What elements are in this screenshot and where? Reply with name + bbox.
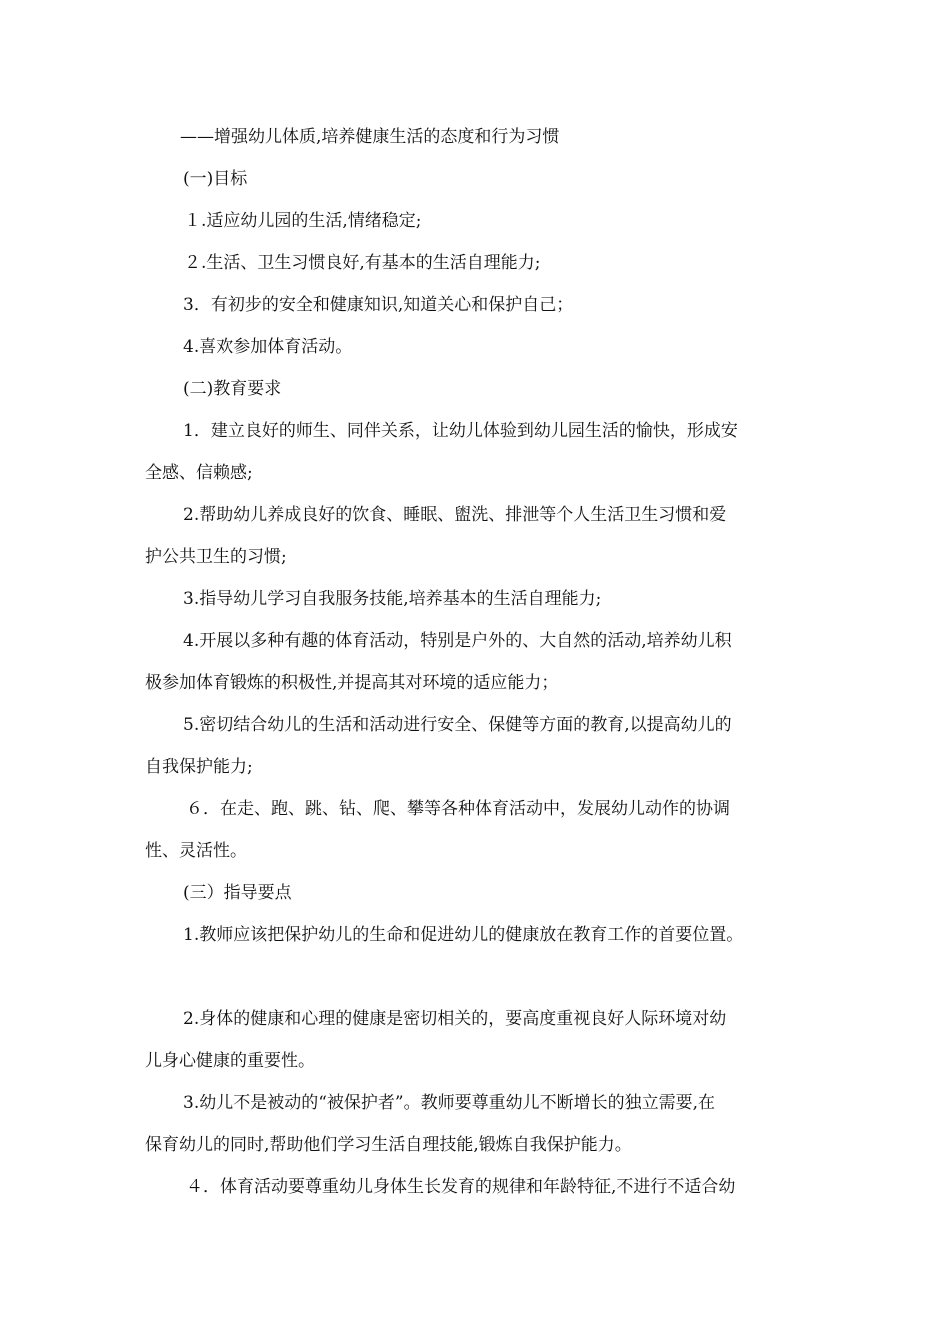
requirement-2-line-1: 2.帮助幼儿养成良好的饮食、睡眠、盥洗、排泄等个人生活卫生习惯和爱 [183, 505, 727, 525]
guidance-3-line-2: 保育幼儿的同时,帮助他们学习生活自理技能,锻炼自我保护能力。 [145, 1135, 632, 1155]
guidance-2-line-1: 2.身体的健康和心理的健康是密切相关的，要高度重视良好人际环境对幼 [183, 1009, 727, 1029]
section-heading-guidance: (三）指导要点 [183, 883, 292, 903]
section-heading-goals: (一)目标 [183, 169, 248, 189]
requirement-4-line-1: 4.开展以多种有趣的体育活动，特别是户外的、大自然的活动,培养幼儿积 [183, 631, 732, 651]
guidance-1: 1.教师应该把保护幼儿的生命和促进幼儿的健康放在教育工作的首要位置。 [183, 925, 744, 945]
requirement-2-line-2: 护公共卫生的习惯; [145, 547, 287, 567]
requirement-1-line-1: 1．建立良好的师生、同伴关系，让幼儿体验到幼儿园生活的愉快，形成安 [183, 421, 738, 441]
goal-item-2: ２.生活、卫生习惯良好,有基本的生活自理能力; [184, 253, 541, 273]
guidance-3-line-1: 3.幼儿不是被动的“被保护者”。教师要尊重幼儿不断增长的独立需要,在 [183, 1093, 716, 1113]
subtitle-line: ——增强幼儿体质,培养健康生活的态度和行为习惯 [180, 127, 560, 147]
requirement-6-line-1: ６．在走、跑、跳、钻、爬、攀等各种体育活动中，发展幼儿动作的协调 [186, 799, 730, 819]
requirement-5-line-1: 5.密切结合幼儿的生活和活动进行安全、保健等方面的教育,以提高幼儿的 [183, 715, 732, 735]
guidance-2-line-2: 儿身心健康的重要性。 [145, 1051, 315, 1071]
section-heading-requirements: (二)教育要求 [183, 379, 282, 399]
requirement-5-line-2: 自我保护能力; [145, 757, 253, 777]
goal-item-3: 3．有初步的安全和健康知识,知道关心和保护自己； [183, 295, 574, 315]
requirement-4-line-2: 极参加体育锻炼的积极性,并提高其对环境的适应能力； [145, 673, 559, 693]
requirement-1-line-2: 全感、信赖感; [145, 463, 253, 483]
goal-item-4: 4.喜欢参加体育活动。 [183, 337, 353, 357]
goal-item-1: １.适应幼儿园的生活,情绪稳定; [184, 211, 422, 231]
requirement-3: 3.指导幼儿学习自我服务技能,培养基本的生活自理能力; [183, 589, 602, 609]
requirement-6-line-2: 性、灵活性。 [145, 841, 247, 861]
guidance-4-line-1: ４．体育活动要尊重幼儿身体生长发育的规律和年龄特征,不进行不适合幼 [186, 1177, 736, 1197]
